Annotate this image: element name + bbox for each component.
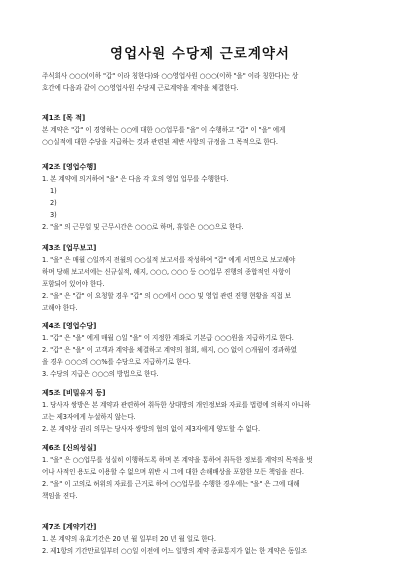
section-body: [42, 254, 370, 314]
section-line: ○○실적에 대한 수당을 지급하는 것과 관련된 제반 사항의 규정을 그 목적으로 한다.: [42, 138, 278, 146]
section-line: 1. "을" 은 매월 ○일까지 전월의 ○○실적 보고서를 작성하여 "갑" 에게 서면으로 보고해야: [42, 256, 296, 264]
section-line: 2. 본 계약상 권리 의무는 당사자 쌍방의 협의 없이 제3자에게 양도할 수 없다.: [42, 425, 260, 433]
section-line: 1. 본 계약에 의거하여 "을" 은 다음 각 호의 영업 업무를 수행한다.: [42, 175, 229, 183]
section-heading: 제4조 [영업수당]: [42, 322, 97, 330]
section-heading: 제2조 [영업수행]: [42, 163, 97, 171]
section-line: 2): [50, 199, 57, 207]
section-line: 본 계약은 "갑" 이 경영하는 ○○에 대한 ○○업무를 "을" 이 수행하고 "갑" 이 "을" 에게: [42, 126, 286, 134]
section-body: [42, 454, 370, 502]
section-line: 3. 수당의 지급은 ○○○의 방법으로 한다.: [42, 370, 159, 378]
section-line: 1. 당사자 쌍방은 본 계약과 관련하여 취득한 상대방의 개인정보와 자료를 법령에 의하지 아니하: [42, 401, 311, 409]
section-heading: 제5조 [비밀유지 등]: [42, 389, 106, 397]
intro-paragraph: [42, 70, 370, 94]
section-heading: 제6조 [신의성실]: [42, 444, 97, 452]
section-body: [42, 332, 370, 380]
section-body: [42, 399, 370, 435]
section-line: 어나 사적인 용도로 이용할 수 없으며 위반 시 그에 대한 손해배상을 포함한 모든 책임을 진다.: [42, 468, 304, 476]
section-body: [42, 533, 370, 557]
section-line: 3): [50, 211, 57, 219]
intro-line: 주식회사 ○○○(이하 "갑" 이라 칭한다)와 ○○영업사원 ○○○(이하 "을" 이라 칭한다)는 상: [42, 72, 299, 80]
section-body: [42, 124, 370, 148]
intro-line: 호간에 다음과 같이 ○○영업사원 수당제 근로계약을 계약을 체결한다.: [42, 84, 239, 92]
section-line: 2. "을" 의 근무일 및 근무시간은 ○○○로 하며, 휴일은 ○○○으로 한다.: [42, 223, 244, 231]
section-line: 1. "을" 은 ○○업무를 성실히 이행하도록 하며 본 계약을 통하여 취득한 정보를 계약의 목적을 벗: [42, 456, 313, 464]
section-body: [42, 173, 370, 233]
section-line: 1): [50, 187, 57, 195]
document-title: 영업사원 수당제 근로계약서: [110, 46, 290, 62]
section-line: 1. "갑" 은 "을" 에게 매월 ○일 "을" 이 지정한 계좌로 기본급 ○○○원을 지급하기로 한다.: [42, 334, 294, 342]
section-line: 2. "을" 이 고의로 허위의 자료를 근거로 하여 ○○업무를 수행한 경우에는 "을" 은 그에 대해: [42, 480, 300, 488]
section-heading: 제7조 [계약기간]: [42, 523, 97, 531]
section-line: 포함되어 있어야 한다.: [42, 280, 105, 288]
section-heading: 제1조 [목 적]: [42, 114, 86, 122]
section-line: 을 경우 ○○○의 ○○%를 수당으로 지급하기로 한다.: [42, 358, 191, 366]
section-line: 2. "을" 은 "갑" 이 요청할 경우 "갑" 의 ○○에서 ○○○ 및 영업 관련 진행 현황을 직접 보: [42, 292, 291, 300]
section-heading: 제3조 [업무보고]: [42, 244, 97, 252]
section-line: 하며 당해 보고서에는 신규실적, 해지, ○○○, ○○○ 등 ○○업무 진행의 종합적인 사항이: [42, 268, 291, 276]
section-line: 책임을 진다.: [42, 492, 78, 500]
section-line: 2. 제1항의 기간만료일부터 ○○일 이전에 어느 일방의 계약 종료통지가 없는 한 계약은 동일조: [42, 547, 307, 555]
section-line: 고해야 한다.: [42, 304, 78, 312]
section-line: 2. "갑" 은 "을" 이 고객과 계약을 체결하고 계약의 철회, 해지, ○○ 없이 ○개월이 경과하였: [42, 346, 297, 354]
section-line: 1. 본 계약의 유효기간은 20 년 월 일부터 20 년 월 일로 한다.: [42, 535, 216, 543]
section-line: 고는 제3자에게 누설하지 않는다.: [42, 413, 136, 421]
